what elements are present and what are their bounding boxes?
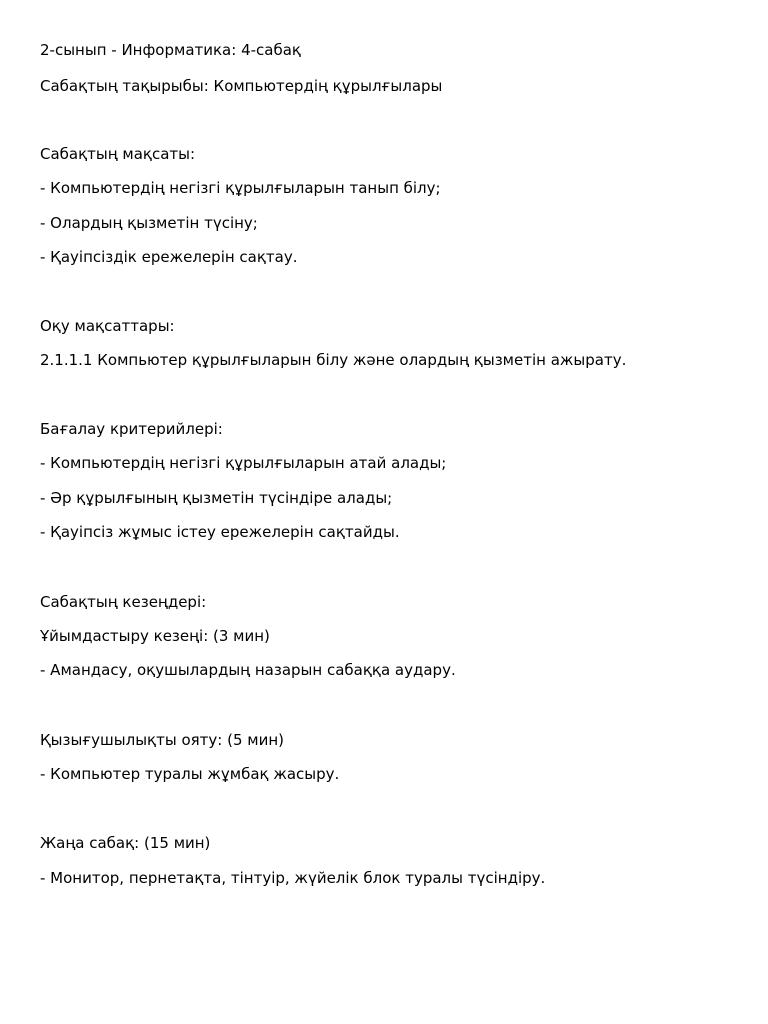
goal-item: - Қауіпсіздік ережелерін сақтау.	[40, 248, 298, 266]
stage-organizing-title: Ұйымдастыру кезеңі: (3 мин)	[40, 627, 270, 645]
stage-motivation-title: Қызығушылықты ояту: (5 мин)	[40, 731, 284, 749]
stage-new-lesson-title: Жаңа сабақ: (15 мин)	[40, 834, 211, 852]
goal-item: - Олардың қызметін түсіну;	[40, 214, 258, 232]
assessment-heading: Бағалау критерийлері:	[40, 420, 223, 438]
learning-objectives-heading: Оқу мақсаттары:	[40, 317, 175, 335]
stage-motivation-item: - Компьютер туралы жұмбақ жасыру.	[40, 765, 340, 783]
goals-heading: Сабақтың мақсаты:	[40, 145, 196, 163]
goal-item: - Компьютердің негізгі құрылғыларын танып білу;	[40, 179, 441, 197]
assessment-item: - Компьютердің негізгі құрылғыларын атай алады;	[40, 454, 447, 472]
learning-objective-item: 2.1.1.1 Компьютер құрылғыларын білу және олардың қызметін ажырату.	[40, 351, 627, 369]
document-header: 2-сынып - Информатика: 4-сабақ	[40, 41, 301, 59]
stages-heading: Сабақтың кезеңдері:	[40, 593, 207, 611]
stage-organizing-item: - Амандасу, оқушылардың назарын сабаққа аудару.	[40, 661, 456, 679]
assessment-item: - Әр құрылғының қызметін түсіндіре алады;	[40, 489, 393, 507]
assessment-item: - Қауіпсіз жұмыс істеу ережелерін сақтайды.	[40, 523, 400, 541]
stage-new-lesson-item: - Монитор, пернетақта, тінтуір, жүйелік блок туралы түсіндіру.	[40, 869, 546, 887]
lesson-topic: Сабақтың тақырыбы: Компьютердің құрылғылары	[40, 77, 443, 95]
